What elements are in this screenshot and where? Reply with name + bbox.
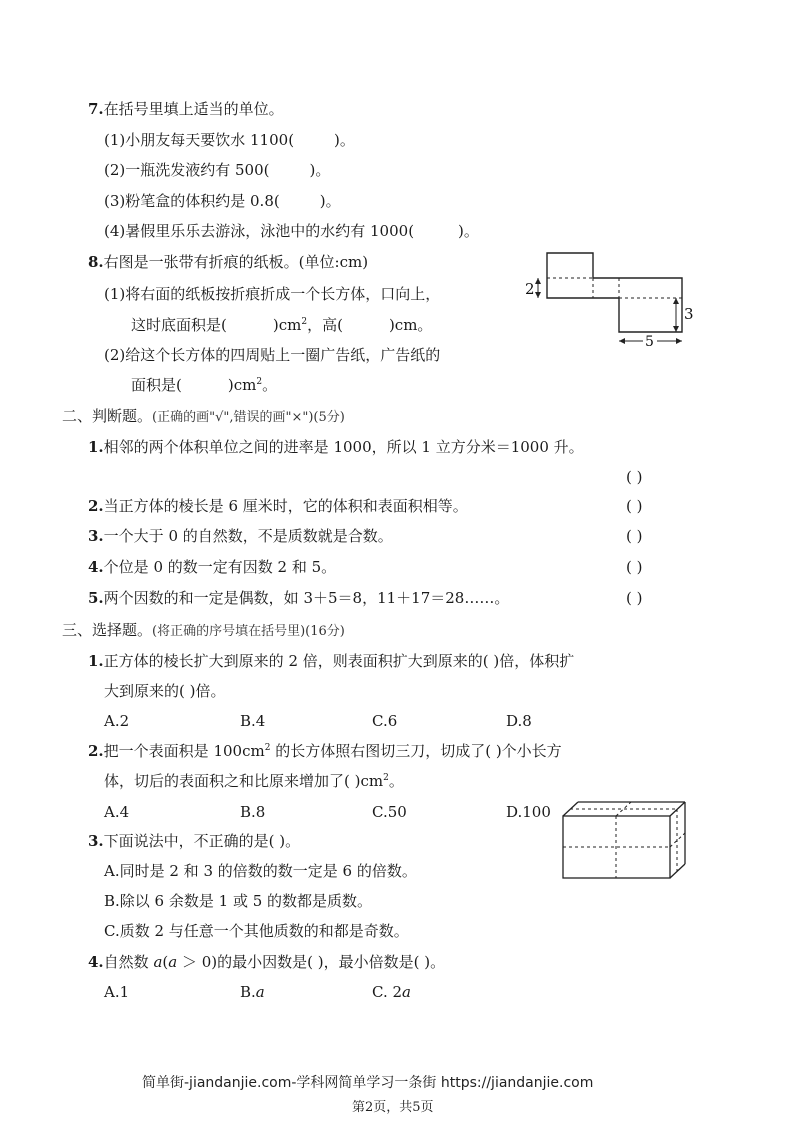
item-text: 当正方体的棱长是 6 厘米时，它的体积和表面积相等。: [103, 497, 468, 515]
judge-answer-3[interactable]: ( ): [626, 527, 643, 545]
item-text: 两个因数的和一定是偶数，如 3＋5＝8，11＋17＝28……。: [103, 589, 510, 607]
sec3-q3-option-a[interactable]: A.同时是 2 和 3 的倍数的数一定是 6 的倍数。: [104, 862, 417, 880]
item-text-a: 自然数: [103, 953, 154, 971]
q8-number: 8.: [88, 253, 104, 271]
sec3-q1-option-a[interactable]: A.2: [104, 712, 130, 730]
section3-note: (将正确的序号填在括号里)(16分): [152, 624, 345, 639]
q8-part2-line1: (2)给这个长方体的四周贴上一圈广告纸，广告纸的: [104, 346, 441, 364]
q7-item-1: [104, 131, 355, 149]
section3-title: 三、选择题。: [62, 621, 153, 639]
item-text-a: 把一个表面积是 100cm: [103, 742, 265, 760]
q8-part2-line2: [131, 376, 277, 394]
item-number: 1.: [88, 652, 104, 670]
variable-a: a: [255, 983, 265, 1001]
item-number: 5.: [88, 589, 104, 607]
sec3-q1-line2: 大到原来的( )倍。: [104, 682, 226, 700]
q8-p1-sup: 2: [301, 317, 308, 327]
q7-item-3-post: )。: [319, 192, 341, 210]
judge-answer-1[interactable]: ( ): [626, 468, 643, 486]
dim-label-bottom: 5: [645, 334, 654, 350]
sec3-q4-option-b[interactable]: [240, 983, 265, 1001]
q8-part1-line1: (1)将右面的纸板按折痕折成一个长方体，口向上，: [104, 285, 441, 303]
section2-note: (正确的画"√",错误的画"×")(5分): [152, 410, 345, 425]
superscript: 2: [264, 743, 271, 753]
footer-site: 简单街-jiandanjie.com-学科网简单学习一条街 https://jiandanjie.com: [142, 1075, 594, 1091]
sec3-q2-line1: [88, 742, 562, 760]
q8-p1-text-b: )cm: [272, 316, 302, 334]
sec3-q2-option-d[interactable]: D.100: [506, 803, 551, 821]
item-number: 3.: [88, 527, 104, 545]
q8-p2-text-b: )cm: [227, 376, 257, 394]
sec3-q1-option-d[interactable]: D.8: [506, 712, 532, 730]
cuboid-cut-figure: [560, 800, 690, 882]
item-number: 4.: [88, 953, 104, 971]
item-text-b: 。: [388, 772, 404, 790]
section2-heading: [62, 407, 345, 427]
item-text: 一个大于 0 的自然数，不是质数就是合数。: [103, 527, 393, 545]
q7-item-1-post: )。: [334, 131, 355, 149]
dim-label-right: 3: [684, 305, 694, 323]
judge-answer-5[interactable]: ( ): [626, 589, 643, 607]
judge-answer-2[interactable]: ( ): [626, 497, 643, 515]
sec3-q4-option-a[interactable]: A.1: [104, 983, 130, 1001]
sec3-q3-option-c[interactable]: C.质数 2 与任意一个其他质数的和都是奇数。: [104, 922, 409, 940]
q8-p1-text-c: ，高(: [307, 316, 343, 334]
q8-title-text: 右图是一张带有折痕的纸板。(单位:cm): [103, 253, 369, 271]
q7-item-4-post: )。: [458, 222, 479, 240]
item-text-a: 体，切后的表面积之和比原来增加了( )cm: [104, 772, 384, 790]
variable-a: a: [402, 983, 411, 1001]
item-text-b: (: [162, 953, 169, 971]
item-number: 3.: [88, 832, 104, 850]
sec2-item-4: [88, 558, 336, 576]
q7-number: 7.: [88, 100, 104, 118]
sec3-q1-line1: [88, 652, 574, 670]
sec2-item-2: [88, 497, 468, 515]
q7-item-1-pre: (1)小朋友每天要饮水 1100(: [104, 131, 295, 149]
sec3-q4-option-c[interactable]: [372, 983, 411, 1001]
item-number: 2.: [88, 742, 104, 760]
q7-item-2-post: )。: [309, 161, 331, 179]
dim-label-left: 2: [525, 280, 535, 298]
q7-title-text: 在括号里填上适当的单位。: [103, 100, 284, 118]
sec3-q2-option-c[interactable]: C.50: [372, 803, 407, 821]
section3-heading: [62, 621, 345, 641]
variable-a: a: [168, 953, 178, 971]
q7-item-3: [104, 192, 341, 210]
arrow-icon: [673, 326, 679, 332]
sec2-item-1: [88, 438, 584, 456]
sec3-q3-option-b[interactable]: B.除以 6 余数是 1 或 5 的数都是质数。: [104, 892, 373, 910]
q8-title: [88, 253, 368, 271]
variable-a: a: [153, 953, 163, 971]
sec2-item-3: [88, 527, 393, 545]
item-number: 2.: [88, 497, 104, 515]
item-text: 相邻的两个体积单位之间的进率是 1000，所以 1 立方分米＝1000 升。: [103, 438, 584, 456]
judge-answer-4[interactable]: ( ): [626, 558, 643, 576]
q8-p1-text-a: 这时底面积是(: [131, 316, 227, 334]
q8-part1-line2: [131, 316, 432, 334]
item-text-b: 的长方体照右图切三刀，切成了( )个小长方: [270, 742, 562, 760]
option-label: C. 2: [372, 983, 403, 1001]
q8-p1-text-d: )cm。: [388, 316, 433, 334]
item-text: 正方体的棱长扩大到原来的 2 倍，则表面积扩大到原来的( )倍，体积扩: [103, 652, 575, 670]
sec3-q1-option-c[interactable]: C.6: [372, 712, 398, 730]
q7-item-2: [104, 161, 330, 179]
item-number: 4.: [88, 558, 104, 576]
sec2-item-5: [88, 589, 509, 607]
sec3-q4-line1: [88, 953, 445, 971]
arrow-icon: [673, 298, 679, 304]
section2-title: 二、判断题。: [62, 407, 153, 425]
arrow-icon: [619, 338, 625, 344]
sec3-q2-option-a[interactable]: A.4: [104, 803, 130, 821]
item-text-c: ＞ 0)的最小因数是( )，最小倍数是( )。: [177, 953, 446, 971]
item-number: 1.: [88, 438, 104, 456]
sec3-q2-option-b[interactable]: B.8: [240, 803, 266, 821]
arrow-icon: [535, 278, 541, 284]
sec3-q3-line1: [88, 832, 300, 850]
footer-page-number: 第2页，共5页: [352, 1100, 434, 1115]
q8-p2-text-a: 面积是(: [131, 376, 182, 394]
item-text: 下面说法中，不正确的是( )。: [103, 832, 301, 850]
q7-item-3-pre: (3)粉笔盒的体积约是 0.8(: [104, 192, 280, 210]
arrow-icon: [676, 338, 682, 344]
q7-item-4: [104, 222, 479, 240]
sec3-q1-option-b[interactable]: B.4: [240, 712, 266, 730]
arrow-icon: [535, 292, 541, 298]
superscript: 2: [383, 773, 389, 783]
option-label: B.: [240, 983, 256, 1001]
q7-title: [88, 100, 284, 118]
sec3-q2-line2: [104, 772, 404, 790]
q8-p2-text-c: 。: [262, 376, 278, 394]
q7-item-4-pre: (4)暑假里乐乐去游泳，泳池中的水约有 1000(: [104, 222, 415, 240]
item-text: 个位是 0 的数一定有因数 2 和 5。: [103, 558, 337, 576]
q8-p2-sup: 2: [256, 377, 263, 387]
box-net-figure: [520, 245, 695, 350]
q7-item-2-pre: (2)一瓶洗发液约有 500(: [104, 161, 270, 179]
